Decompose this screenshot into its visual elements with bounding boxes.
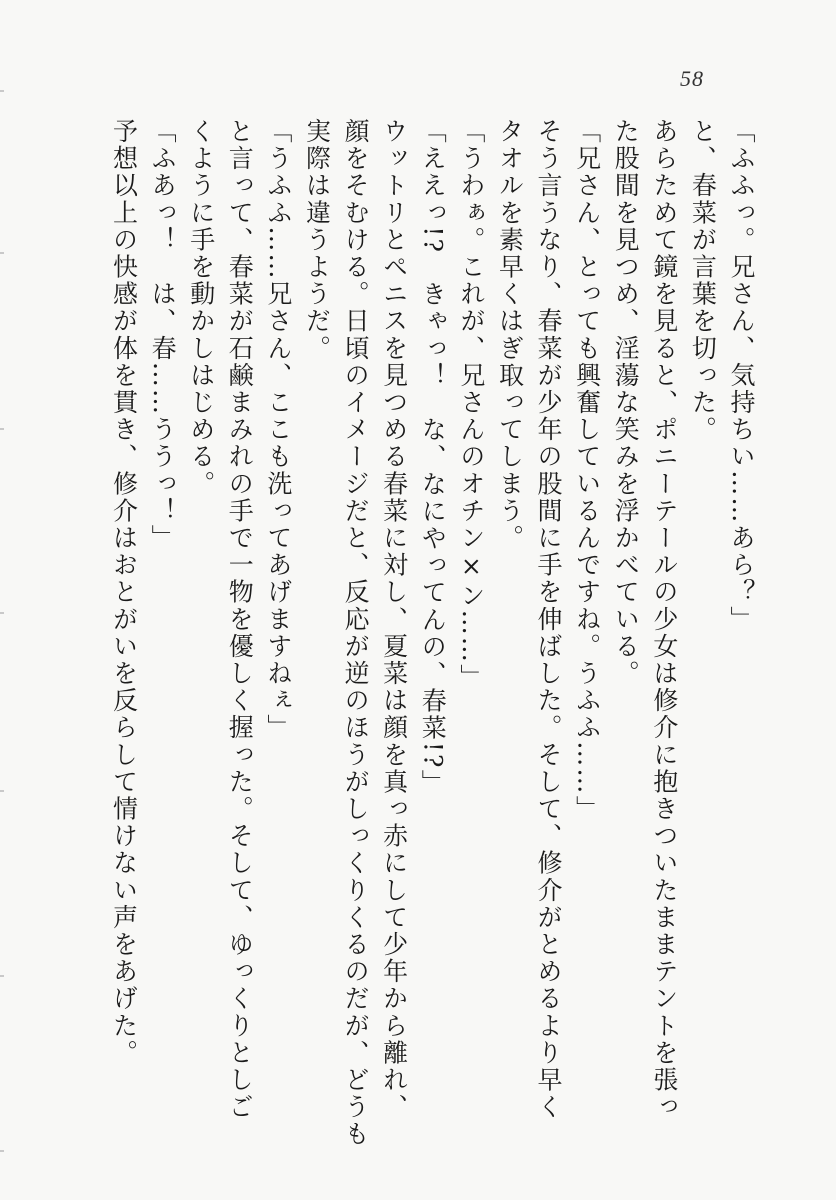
text-line: タオルを素早くはぎ取ってしまう。: [495, 118, 525, 552]
text-line: た股間を見つめ、淫蕩な笑みを浮かべている。: [611, 118, 641, 688]
text-line: 「兄さん、とっても興奮しているんですね。うふふ……」: [572, 118, 602, 823]
text-line: 実際は違うようだ。: [302, 118, 332, 362]
text-line: 「うふふ……兄さん、ここも洗ってあげますねぇ」: [263, 118, 293, 742]
text-line: 予想以上の快感が体を貫き、修介はおとがいを反らして情けない声をあげた。: [109, 118, 139, 1067]
page-number: 58: [680, 66, 704, 91]
text-line: 「ふふっ。兄さん、気持ちい……あら？」: [727, 118, 756, 633]
text-line: くように手を動かしはじめる。: [186, 118, 216, 498]
text-line: そう言うなり、春菜が少年の股間に手を伸ばした。そして、修介がとめるより早く: [534, 118, 564, 1121]
text-line: と言って、春菜が石鹸まみれの手で一物を優しく握った。そして、ゆっくりとしご: [225, 118, 255, 1121]
text-line: 「ええっ!? きゃっ！ な、なにやってんの、春菜!?」: [418, 118, 448, 797]
text-line: あらためて鏡を見ると、ポニーテールの少女は修介に抱きついたままテントを張っ: [649, 118, 679, 1121]
text-line: ウットリとペニスを見つめる春菜に対し、夏菜は顔を真っ赤にして少年から離れ、: [379, 118, 409, 1121]
text-line: 「うわぁ。これが、兄さんのオチン×ン……」: [456, 118, 486, 692]
text-line: 顔をそむける。日頃のイメージだと、反応が逆のほうがしっくりくるのだが、どうも: [341, 118, 371, 1148]
text-line: と、春菜が言葉を切った。: [688, 118, 718, 444]
text-line: 「ふあっ！ は、春……ううっ！」: [148, 118, 178, 552]
page-edge-marks: [0, 0, 6, 1200]
vertical-body-text: [104, 118, 760, 1148]
